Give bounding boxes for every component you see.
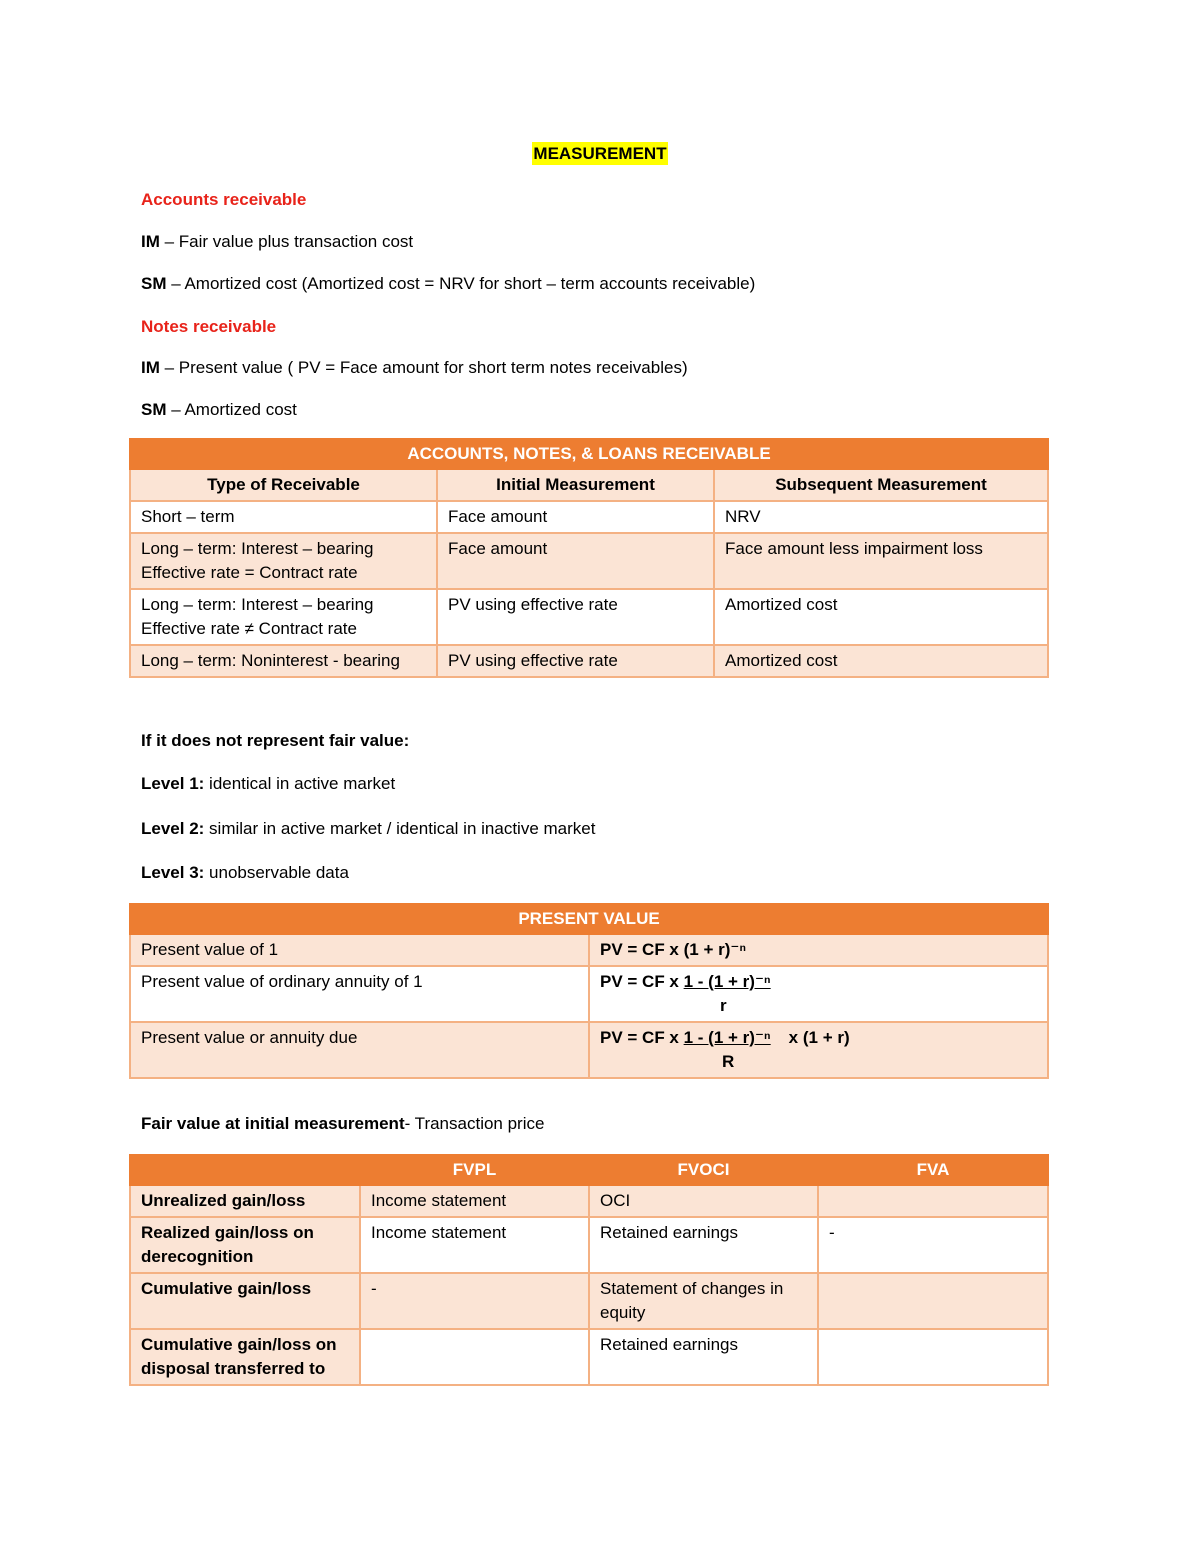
pv-row-name: Present value of ordinary annuity of 1 xyxy=(130,966,589,1022)
table-cell: PV using effective rate xyxy=(437,645,714,677)
table-cell xyxy=(818,1329,1048,1385)
pv-formula-suffix: x (1 + r) xyxy=(788,1028,850,1047)
table-cell xyxy=(360,1329,589,1385)
table-cell: Cumulative gain/loss on disposal transferred to xyxy=(130,1329,360,1385)
table-cell xyxy=(818,1185,1048,1217)
pv-formula-denominator: r xyxy=(720,996,727,1015)
table-row xyxy=(130,533,1048,589)
receivables-header-subsequent: Subsequent Measurement xyxy=(714,469,1048,501)
table-cell: Realized gain/loss on derecognition xyxy=(130,1217,360,1273)
ar-im-label: IM xyxy=(141,232,160,251)
fair-value-initial-text: - Transaction price xyxy=(404,1114,545,1133)
notes-receivable-heading: Notes receivable xyxy=(141,317,277,336)
table-cell: NRV xyxy=(714,501,1048,533)
table-cell: Face amount xyxy=(437,501,714,533)
table-cell: - xyxy=(360,1273,589,1329)
level-2-line xyxy=(141,818,595,840)
table-row xyxy=(130,589,1048,645)
level-2-label: Level 2: xyxy=(141,819,205,838)
level-3-line xyxy=(141,862,349,884)
present-value-title: PRESENT VALUE xyxy=(130,904,1048,934)
pv-formula-prefix: PV = CF x xyxy=(600,972,684,991)
nr-im-text: – Present value ( PV = Face amount for short term notes receivables) xyxy=(159,358,688,377)
table-row xyxy=(130,934,1048,966)
nr-sm-text: – Amortized cost xyxy=(166,400,297,419)
pv-formula: PV = CF x (1 + r)⁻ⁿ xyxy=(589,934,1048,966)
present-value-table xyxy=(129,903,1049,1079)
table-cell: Long – term: Interest – bearing Effective rate ≠ Contract rate xyxy=(130,589,437,645)
receivables-header-initial: Initial Measurement xyxy=(437,469,714,501)
table-row xyxy=(130,1273,1048,1329)
level-1-label: Level 1: xyxy=(141,774,205,793)
table-row xyxy=(130,966,1048,1022)
pv-formula-numerator: 1 - (1 + r)⁻ⁿ xyxy=(683,972,771,991)
pv-formula-denominator: R xyxy=(722,1052,735,1071)
table-cell xyxy=(818,1273,1048,1329)
table-row xyxy=(130,1217,1048,1273)
table-row xyxy=(130,1329,1048,1385)
fair-value-initial-line xyxy=(141,1113,544,1135)
table-cell: - xyxy=(818,1217,1048,1273)
table-cell: Short – term xyxy=(130,501,437,533)
table-cell: Cumulative gain/loss xyxy=(130,1273,360,1329)
table-row xyxy=(130,645,1048,677)
page-title: MEASUREMENT xyxy=(533,144,667,163)
fair-value-initial-label: Fair value at initial measurement xyxy=(141,1114,405,1133)
gain-loss-header-fva: FVA xyxy=(818,1155,1048,1185)
table-cell: Retained earnings xyxy=(589,1329,818,1385)
level-3-text: unobservable data xyxy=(204,863,349,882)
table-cell: Amortized cost xyxy=(714,645,1048,677)
ar-sm-line xyxy=(141,273,755,295)
table-cell: Income statement xyxy=(360,1217,589,1273)
table-cell: Unrealized gain/loss xyxy=(130,1185,360,1217)
table-row xyxy=(130,501,1048,533)
gain-loss-header-fvoci: FVOCI xyxy=(589,1155,818,1185)
table-cell: Statement of changes in equity xyxy=(589,1273,818,1329)
table-cell: Retained earnings xyxy=(589,1217,818,1273)
nr-sm-label: SM xyxy=(141,400,167,419)
receivables-header-type: Type of Receivable xyxy=(130,469,437,501)
table-cell: Face amount less impairment loss xyxy=(714,533,1048,589)
pv-formula xyxy=(589,1022,1048,1078)
level-1-line xyxy=(141,773,395,795)
table-row xyxy=(130,1185,1048,1217)
nr-im-label: IM xyxy=(141,358,160,377)
ar-im-line xyxy=(141,231,413,253)
table-cell: Income statement xyxy=(360,1185,589,1217)
pv-row-name: Present value or annuity due xyxy=(130,1022,589,1078)
table-row xyxy=(130,1022,1048,1078)
nr-im-line xyxy=(141,357,688,379)
gain-loss-header-blank xyxy=(130,1155,360,1185)
gain-loss-header-fvpl: FVPL xyxy=(360,1155,589,1185)
pv-formula xyxy=(589,966,1048,1022)
level-2-text: similar in active market / identical in inactive market xyxy=(204,819,596,838)
pv-formula-numerator: 1 - (1 + r)⁻ⁿ xyxy=(683,1028,771,1047)
receivables-table-title: ACCOUNTS, NOTES, & LOANS RECEIVABLE xyxy=(130,439,1048,469)
nr-sm-line xyxy=(141,399,297,421)
pv-formula-prefix: PV = CF x xyxy=(600,1028,684,1047)
gain-loss-table xyxy=(129,1154,1049,1386)
pv-row-name: Present value of 1 xyxy=(130,934,589,966)
table-cell: Amortized cost xyxy=(714,589,1048,645)
fair-value-heading: If it does not represent fair value: xyxy=(141,731,410,750)
level-1-text: identical in active market xyxy=(204,774,396,793)
table-cell: Long – term: Noninterest - bearing xyxy=(130,645,437,677)
ar-sm-label: SM xyxy=(141,274,167,293)
table-cell: PV using effective rate xyxy=(437,589,714,645)
table-cell: Face amount xyxy=(437,533,714,589)
accounts-receivable-heading: Accounts receivable xyxy=(141,190,307,209)
ar-im-text: – Fair value plus transaction cost xyxy=(159,232,414,251)
table-cell: Long – term: Interest – bearing Effective rate = Contract rate xyxy=(130,533,437,589)
table-cell: OCI xyxy=(589,1185,818,1217)
receivables-table xyxy=(129,438,1049,678)
level-3-label: Level 3: xyxy=(141,863,205,882)
ar-sm-text: – Amortized cost (Amortized cost = NRV for short – term accounts receivable) xyxy=(166,274,756,293)
title-container xyxy=(0,144,1200,164)
